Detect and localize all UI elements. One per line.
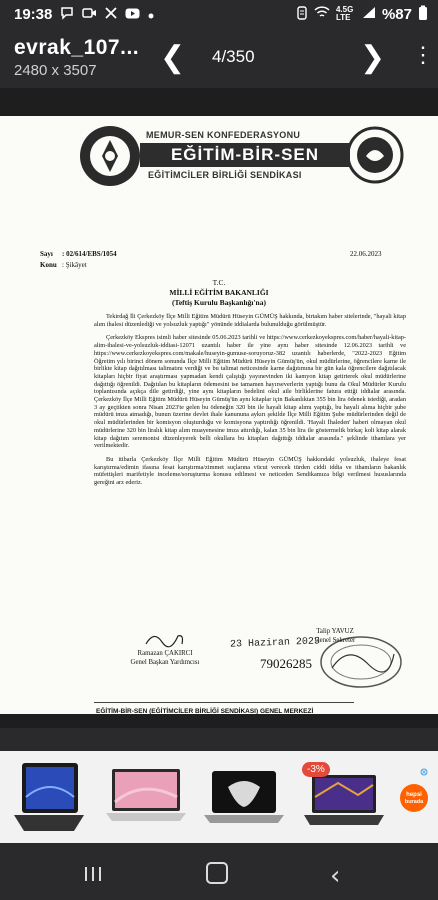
- sayi-label: Sayı: [40, 250, 53, 258]
- footer-divider: [94, 702, 354, 703]
- tablet-keyboard-ad[interactable]: [4, 757, 94, 837]
- video-icon: [82, 7, 97, 22]
- laptop-pink-icon: [102, 757, 190, 837]
- paragraph-3: Bu itibarla Çerkezköy İlçe Milli Eğitim Müdürü Hüseyin GÜMÜŞ hakkındaki yolsuzluk, ihaleye fesat karıştırma/edimin ifasına fesat karıştırma/zimmet suçlarına vücut verecek türden ciddi iddia ve ithamların bakanlık müfettişleri marifetiyle inceleme/soruşturma konusu edilmesi ve neticeden Sendikamıza bilgi verilmesi hususlarında gereğini arz ederiz.: [94, 455, 406, 487]
- footer-title: EĞİTİM-BİR-SEN (EĞİTİMCİLER BİRLİĞİ SENDİKASI) GENEL MERKEZİ: [96, 708, 314, 714]
- macbook-ad[interactable]: [198, 757, 290, 837]
- konu-label: Konu: [40, 261, 57, 269]
- back-button[interactable]: ‹: [330, 861, 341, 891]
- file-name: evrak_107...: [14, 36, 140, 59]
- letterhead-banner: EĞİTİM-BİR-SEN: [140, 143, 350, 167]
- youtube-icon: [125, 7, 140, 22]
- svg-text:hepsi: hepsi: [406, 792, 422, 798]
- paragraph-1: Tekirdağ İli Çerkezköy İlçe Milli Eğitim Müdürü Hüseyin GÜMÜŞ hakkında, birtakım haber sitelerinde, "hayali kitap alım ihalesi düzenlediği ve yolsuzluk yaptığı" yönünde iddialarda bulunulduğu görülmüştür.: [94, 313, 406, 328]
- received-date-stamp: 23 Haziran 2023: [229, 636, 321, 651]
- system-nav-bar: [0, 843, 438, 900]
- hepsiburada-logo-icon[interactable]: [398, 768, 430, 814]
- document-body: [94, 313, 406, 493]
- document-viewer[interactable]: [0, 88, 438, 728]
- laptop-pink-ad[interactable]: [102, 757, 190, 837]
- battery-label: %87: [381, 5, 412, 23]
- chat-bubble-icon: [60, 6, 74, 23]
- recipient-tc: T.C.: [212, 278, 226, 287]
- left-signatory-name: Ramazan ÇAKIRCI: [137, 650, 193, 657]
- letterhead-bottom: EĞİTİMCİLER BİRLİĞİ SENDİKASI: [148, 170, 302, 180]
- status-right-group: [296, 5, 428, 24]
- notification-dot-icon: [148, 7, 154, 22]
- sayi-line: [40, 250, 117, 258]
- viewer-app-bar: [0, 28, 438, 88]
- paragraph-2: Çerkezköy Ekspres isimli haber sitesinde 05.06.2023 tarihli ve https://www.cerkezkoyekspres.com/haber/hayali-kitap-alim-ihalesi-ve-yolsuzluk-iddiasi-12071 uzantılı haber ile yine aynı haber sitesinde 12.06.2023 tarihli ve https://www.cerkezkoyekspres.com/makale/huseyin-gumuse-soruyoruz-382 uzantılı haberlerde, "2022-2023 Eğitim Öğretim yılı birinci dönem sonunda İlçe Milli Eğitim Müdürü Hüseyin Gümüş'ün, okul müdürlerine, öğrencilere karne ile birlikte kitap dağıtılması talimatını verdiği ve bu talimat neticesinde karne dağıtımına bir gün kala öğrencilere dağıtılacak kitapları hiçbir fiyat araştırması yapmadan kendi çalıştığı yayınevinden iki kamyon kitap getirterek okul müdürlerine dağıttığı öğrenildi. Dağıtılan bu kitapların ödemesini ise tamamen hayırseverlerin yaptığı bunu da Okul Müdürler Kurulu toplantısında açıkça dile getirdiği, yine aynı kitapların bedelini okul aile birliklerine fatura ettiği iddialar arasında. Çerkezköy İlçe Milli Eğitim Müdürü Hüseyin Gümüş'ün aynı kitaplar için Bakanlıktan 355 bin lira ödenek istediği, aradan 3 ay geçtikten sonra Nisan 2023'te gelen bu ödeneğin 320 bin ile hayali kitap alımı yaptığı, bu hayali alıma hiçbir şube müdürü imza atmadığı, bunun üzerine devlet ihale kanununa aykırı şekilde İlçe Milli Eğitim Şube müdürlerinden değil de okul müdürlerinden bir komisyon oluşturduğu ve komisyona yaptırdığı öğrenildi. 'Hayali İhaleden' haberi olmayan okul müdürlerine 320 bin liralık kitap alım muayenesine imza attırdığı, kalan 35 bin lira ile göstermelik birkaç koli kitap alarak kitap dağıtım seremonisi düzenleyerek belli okullara bu kitapları dağıttığı iddialar arasında." şeklinde ithamlara yer verilmektedir.: [94, 334, 406, 450]
- memur-sen-seal-icon: [346, 126, 404, 184]
- image-dimensions: 2480 x 3507: [14, 62, 97, 79]
- recipient-name: MİLLİ EĞİTİM BAKANLIĞI: [169, 288, 269, 297]
- home-button[interactable]: [206, 862, 228, 884]
- konu-line: [40, 261, 87, 269]
- letterhead-top: MEMUR-SEN KONFEDERASYONU: [146, 130, 301, 140]
- document-date: 22.06.2023: [350, 250, 382, 258]
- discount-badge: -3%: [302, 762, 330, 777]
- left-signature-scribble: [142, 628, 188, 650]
- wifi-icon: [314, 6, 330, 22]
- page-counter: 4/350: [212, 47, 255, 66]
- svg-text:burada: burada: [404, 799, 424, 805]
- previous-page-button[interactable]: ❮: [160, 41, 186, 74]
- union-logo-icon: [78, 124, 142, 188]
- more-options-icon[interactable]: ⋮: [412, 42, 434, 67]
- status-time: 19:38: [14, 5, 53, 23]
- tablet-keyboard-icon: [4, 757, 94, 837]
- signal-icon: [362, 6, 376, 22]
- document-page: [0, 116, 438, 714]
- sayi-value: : 02/614/EBS/1054: [62, 250, 117, 258]
- handwritten-number: 79026285: [260, 656, 312, 671]
- right-signatory-title: Genel Sekreter: [314, 637, 356, 644]
- network-label: 4.5G LTE: [335, 5, 354, 22]
- recipient-dept: (Teftiş Kurulu Başkanlığı'na): [172, 298, 266, 307]
- battery-icon: [418, 5, 428, 24]
- next-page-button[interactable]: ❯: [360, 41, 386, 74]
- right-signatory-name: Talip YAVUZ: [316, 628, 354, 635]
- ad-banner[interactable]: [0, 751, 438, 843]
- left-signatory-title: Genel Başkan Yardımcısı: [130, 659, 200, 666]
- status-bar: [0, 0, 438, 28]
- recent-apps-icon[interactable]: [83, 865, 103, 883]
- macbook-icon: [198, 757, 290, 837]
- konu-value: : Şikâyet: [62, 261, 87, 269]
- sound-icon: [296, 6, 308, 23]
- x-icon: [105, 7, 117, 22]
